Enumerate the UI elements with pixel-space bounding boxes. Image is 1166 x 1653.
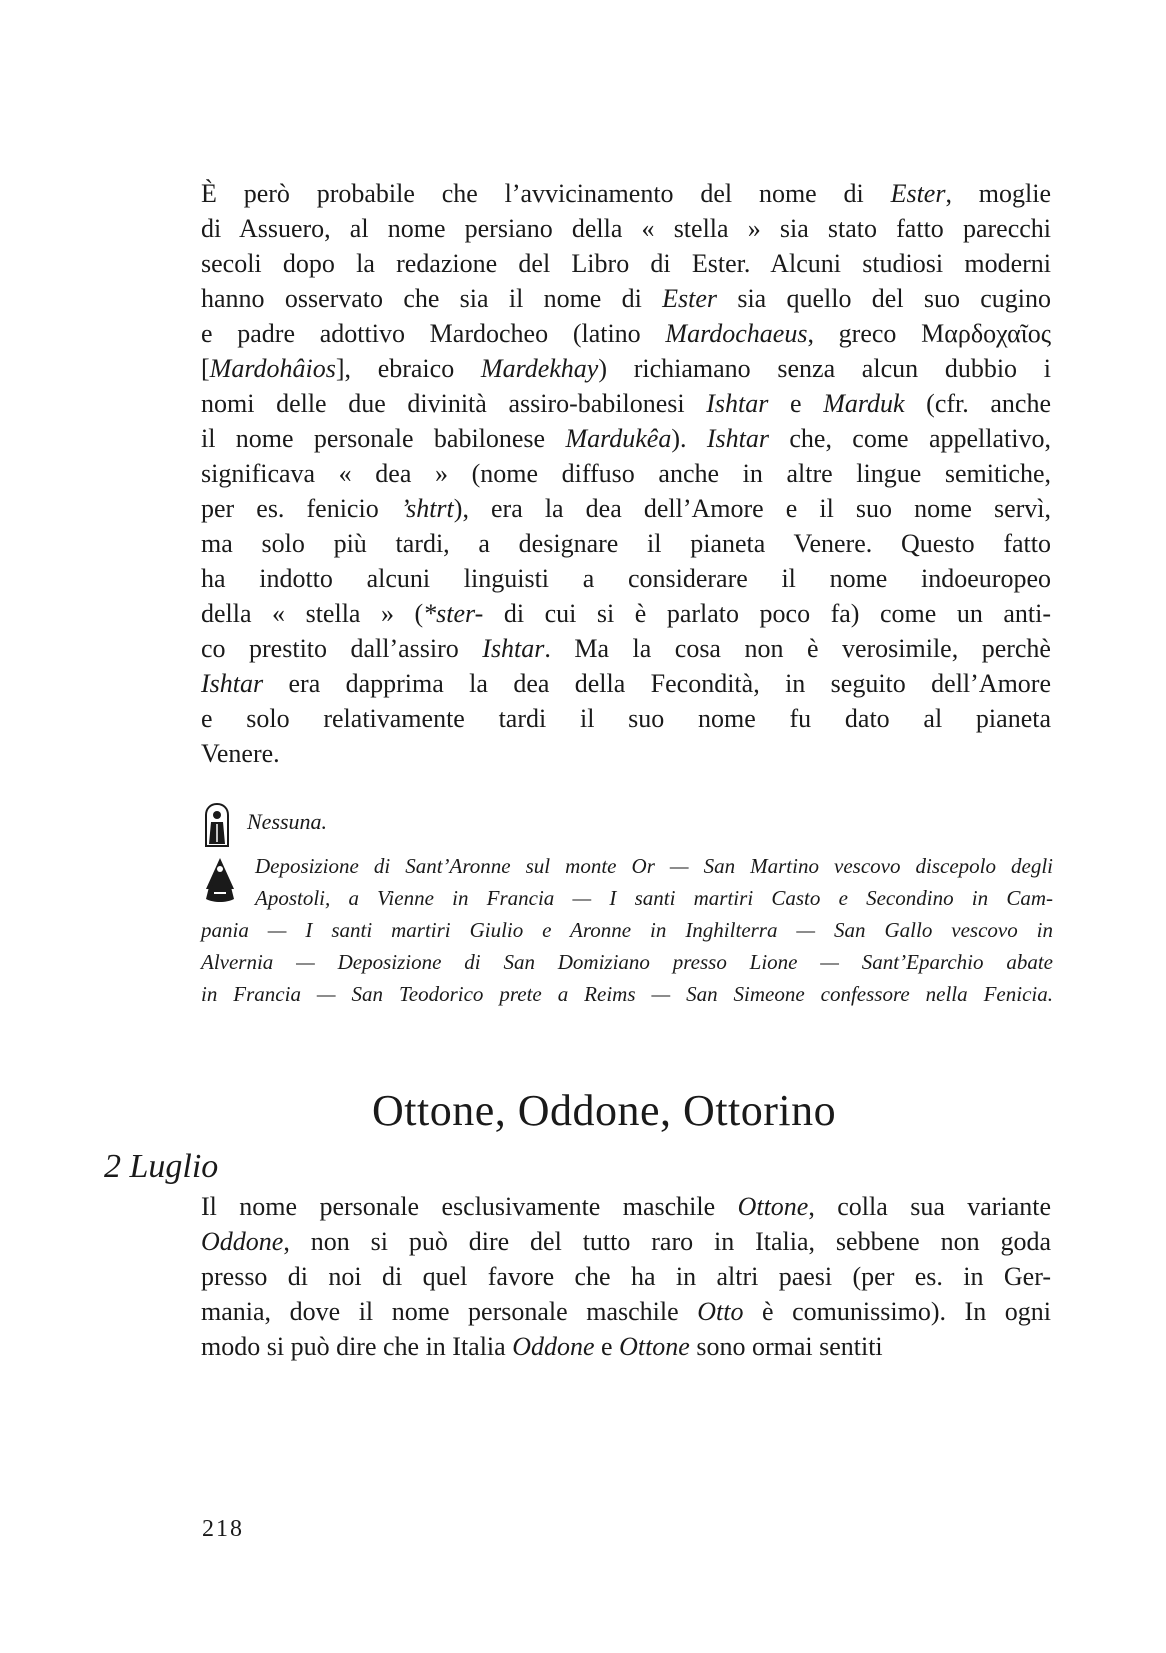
ottone-text-line: Oddone, non si può dire del tutto raro in Italia, sebbene non goda — [201, 1227, 1051, 1256]
chapter-heading: Ottone, Oddone, Ottorino — [372, 1086, 837, 1135]
ester-text-line: Ishtar era dapprima la dea della Fecondità, in seguito dell’Amore — [201, 669, 1051, 698]
ester-text-line: il nome personale babilonese Mardukêa). Ishtar che, come appellativo, — [201, 424, 1051, 453]
ester-text-line: significava « dea » (nome diffuso anche in altre lingue semitiche, — [201, 459, 1051, 488]
saint-figure-icon — [202, 802, 232, 848]
ester-text-line: Venere. — [201, 739, 280, 768]
saints-line: Deposizione di Sant’Aronne sul monte Or — San Martino vescovo discepolo degli — [255, 854, 1053, 878]
ester-text-line: È però probabile che l’avvicinamento del nome di Ester, moglie — [201, 179, 1051, 208]
ester-text-line: ma solo più tardi, a designare il pianeta Venere. Questo fatto — [201, 529, 1051, 558]
ottone-text-line: Il nome personale esclusivamente maschile Ottone, colla sua variante — [201, 1192, 1051, 1221]
ester-text-line: della « stella » (*ster- di cui si è parlato poco fa) come un anti- — [201, 599, 1051, 628]
ottone-text-line: modo si può dire che in Italia Oddone e Ottone sono ormai sentiti — [201, 1332, 883, 1361]
ester-text-line: nomi delle due divinità assiro-babilonesi Ishtar e Marduk (cfr. anche — [201, 389, 1051, 418]
saints-line: pania — I santi martiri Giulio e Aronne in Inghilterra — San Gallo vescovo in — [201, 918, 1053, 942]
page-number: 218 — [202, 1516, 244, 1542]
ester-text-line: ha indotto alcuni linguisti a considerare il nome indoeuropeo — [201, 564, 1051, 593]
paragraph-ottone — [201, 1189, 1051, 1364]
ester-text-line: hanno osservato che sia il nome di Ester sia quello del suo cugino — [201, 284, 1052, 313]
ottone-text-line: mania, dove il nome personale maschile Otto è comunissimo). In ogni — [201, 1297, 1051, 1326]
ester-text-line: e padre adottivo Mardocheo (latino Mardochaeus, greco Μαρδοχαῖος — [201, 319, 1051, 348]
paragraph-ester — [201, 176, 1051, 771]
feast-date: 2 Luglio — [104, 1148, 219, 1185]
ester-text-line: per es. fenicio ’shtrt), era la dea dell’Amore e il suo nome servì, — [201, 494, 1051, 523]
ester-text-line: [Mardohâios], ebraico Mardekhay) richiamano senza alcun dubbio i — [201, 354, 1051, 383]
saints-line: in Francia — San Teodorico prete a Reims — San Simeone confessore nella Fenicia. — [201, 982, 1053, 1006]
saints-line: Alvernia — Deposizione di San Domiziano presso Lione — Sant’Eparchio abate — [201, 950, 1053, 974]
ottone-text-line: presso di noi di quel favore che ha in altri paesi (per es. in Ger- — [201, 1262, 1051, 1291]
saints-line: Apostoli, a Vienne in Francia — I santi martiri Casto e Secondino in Cam- — [255, 886, 1053, 910]
no-namesake-note: Nessuna. — [247, 809, 328, 834]
ester-text-line: e solo relativamente tardi il suo nome fu dato al pianeta — [201, 704, 1051, 733]
ester-text-line: secoli dopo la redazione del Libro di Ester. Alcuni studiosi moderni — [201, 249, 1051, 278]
ester-text-line: co prestito dall’assiro Ishtar. Ma la cosa non è verosimile, perchè — [201, 634, 1051, 663]
saints-of-the-day — [201, 850, 1053, 1010]
ester-text-line: di Assuero, al nome persiano della « stella » sia stato fatto parecchi — [201, 214, 1051, 243]
